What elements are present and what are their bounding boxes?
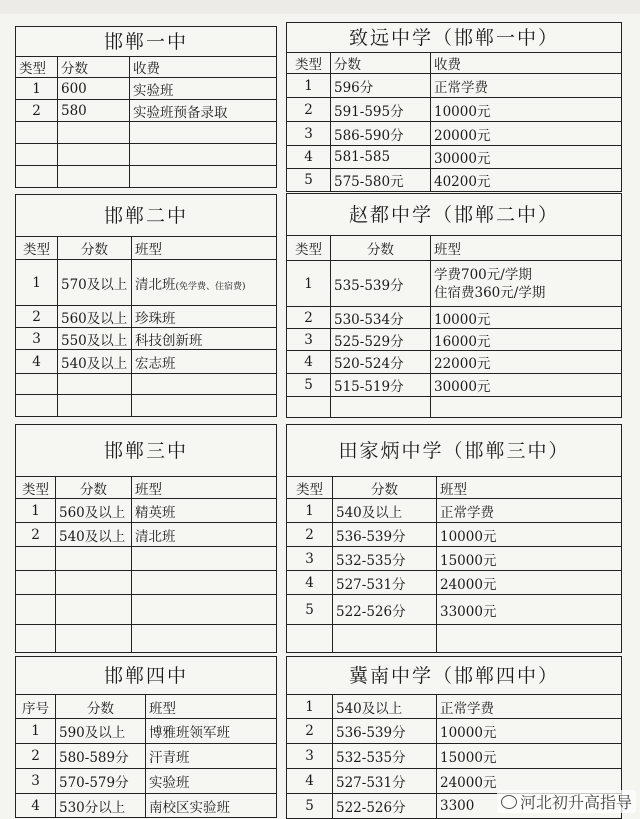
cell-score: 560及以上 [56,499,132,523]
header-score: 分数 [331,53,431,74]
score-table [15,694,277,818]
cell-fee: 正常学费 [437,695,622,719]
cell-type: 5 [287,595,333,625]
cell-class-name: 清北班 [135,276,176,293]
cell-class: 珍珠班 [132,306,277,328]
cell-type: 3 [287,329,331,351]
header-type: 类型 [287,236,331,261]
cell-type: 1 [287,695,333,719]
table-header-row [287,236,622,261]
header-class: 班型 [146,695,277,719]
cell-score: 536-539分 [333,719,437,744]
cell-index: 4 [16,794,56,818]
cell-fee: 15000元 [437,547,622,571]
panel-title: 邯郸一中 [15,26,277,56]
cell-type: 2 [287,719,333,744]
cell-class: 实验班 [130,78,277,100]
cell-fee: 3300 [437,794,622,819]
table-row [16,144,277,166]
cell-score: 560及以上 [58,306,132,328]
table-row [287,122,622,146]
cell-score: 540及以上 [58,350,132,374]
table-row [16,625,277,653]
panel-handan-3 [15,424,277,653]
cell-fee: 10000元 [431,98,622,122]
cell-type: 3 [287,547,333,571]
cell-fee: 10000元 [437,719,622,744]
cell-type: 1 [287,261,331,307]
table-header-row [16,695,277,719]
cell-type: 1 [16,499,56,523]
cell-index: 2 [16,744,56,769]
cell-score: 527-531分 [333,571,437,595]
table-row [16,166,277,188]
panel-zhaodu [286,193,622,418]
table-row [16,306,277,328]
header-class: 班型 [132,477,277,499]
table-row [16,100,277,122]
header-type: 类型 [16,477,56,499]
cell-score: 591-595分 [331,98,431,122]
cell-score: 580-589分 [56,744,146,769]
table-header-row [16,57,277,78]
cell-type: 4 [287,571,333,595]
cell-score: 586-590分 [331,122,431,146]
table-row [16,395,277,417]
cell-class: 宏志班 [132,350,277,374]
cell-fee: 24000元 [437,769,622,794]
cell-type: 3 [16,328,58,350]
table-row [287,744,622,769]
cell-type: 3 [287,744,333,769]
cell-type: 2 [16,100,58,122]
cell-score: 532-535分 [333,547,437,571]
table-row [16,744,277,769]
table-row [16,794,277,818]
cell-type: 5 [287,794,333,819]
score-table [15,236,277,417]
cell-score: 570-579分 [56,769,146,794]
cell-type: 4 [287,769,333,794]
cell-class: 博雅班领军班 [146,719,277,744]
cell-fee: 40200元 [431,169,622,192]
header-score: 分数 [58,237,132,260]
header-type: 类型 [287,53,331,74]
cell-score: 535-539分 [331,261,431,307]
header-fee: 收费 [431,53,622,74]
panel-title: 邯郸三中 [15,424,277,476]
header-class: 班型 [132,237,277,260]
cell-score: 515-519分 [331,374,431,397]
cell-score: 550及以上 [58,328,132,350]
cell-fee: 30000元 [431,146,622,169]
cell-type: 1 [16,260,58,306]
cell-fee: 10000元 [437,523,622,547]
table-row [16,374,277,395]
table-header-row [287,53,622,74]
panel-handan-4 [15,656,277,818]
cell-type: 2 [16,523,56,547]
table-row [287,307,622,329]
cell-note: (免学费、住宿费) [175,281,246,292]
cell-class: 精英班 [132,499,277,523]
cell-class: 清北班 [132,523,277,547]
cell-fee: 30000元 [431,374,622,397]
table-header-row [287,477,622,499]
header-class: 班型 [437,477,622,499]
cell-type: 2 [16,306,58,328]
table-row [16,328,277,350]
cell-fee [431,261,622,307]
cell-class: 实验班预备录取 [130,100,277,122]
top-strip [0,0,640,14]
table-row [287,169,622,192]
cell-score: 590及以上 [56,719,146,744]
table-row [287,98,622,122]
watermark [497,790,636,813]
cell-fee: 33000元 [437,595,622,625]
table-row [16,769,277,794]
table-row [287,397,622,418]
panel-zhiyuan [286,22,622,192]
cell-class [132,260,277,306]
cell-fee-lodging: 住宿费360元/学期 [434,284,546,301]
table-row [287,329,622,351]
cell-score: 527-531分 [333,769,437,794]
cell-score: 530分以上 [56,794,146,818]
table-row [16,595,277,625]
watermark-text: 河北初升高指导 [519,793,632,812]
cell-type: 5 [287,374,331,397]
table-header-row [16,477,277,499]
panel-title: 致远中学（邯郸一中） [286,22,622,52]
score-table [15,56,277,188]
table-row [16,122,277,144]
cell-score: 540及以上 [333,695,437,719]
table-row [287,595,622,625]
table-row [16,571,277,595]
cell-fee: 15000元 [437,744,622,769]
wechat-icon [501,795,517,809]
table-header-row [16,237,277,260]
table-row [16,260,277,306]
cell-class: 科技创新班 [132,328,277,350]
cell-score: 570及以上 [58,260,132,306]
cell-score: 581-585 [331,146,431,169]
cell-type: 1 [287,74,331,98]
header-index: 序号 [16,695,56,719]
panel-title: 邯郸二中 [15,194,277,236]
cell-class: 汗青班 [146,744,277,769]
table-row [287,261,622,307]
cell-score: 530-534分 [331,307,431,329]
score-table [286,235,622,418]
cell-type: 2 [287,307,331,329]
cell-type: 2 [287,523,333,547]
panel-title: 邯郸四中 [15,656,277,694]
header-class: 班型 [431,236,622,261]
panel-title: 冀南中学（邯郸四中） [286,656,622,694]
table-row [16,547,277,571]
cell-score: 540及以上 [333,499,437,523]
table-row [287,719,622,744]
panel-handan-1 [15,26,277,188]
cell-score: 520-524分 [331,351,431,374]
cell-class: 南校区实验班 [146,794,277,818]
cell-score: 532-535分 [333,744,437,769]
table-row [287,695,622,719]
header-score: 分数 [333,477,437,499]
cell-type: 5 [287,169,331,192]
header-type: 类型 [16,57,58,78]
panel-handan-2 [15,194,277,417]
table-row [287,74,622,98]
header-type: 类型 [287,477,333,499]
cell-score: 525-529分 [331,329,431,351]
cell-type: 4 [287,146,331,169]
table-row [287,374,622,397]
header-score: 分数 [58,57,130,78]
cell-fee: 22000元 [431,351,622,374]
panel-title: 赵都中学（邯郸二中） [286,193,622,235]
cell-score: 522-526分 [333,595,437,625]
cell-fee: 正常学费 [437,499,622,523]
panel-tianjiabing [286,424,622,653]
cell-score: 600 [58,78,130,100]
panel-title: 田家炳中学（邯郸三中） [286,424,622,476]
cell-index: 3 [16,769,56,794]
header-score: 分数 [331,236,431,261]
cell-fee: 16000元 [431,329,622,351]
cell-type: 3 [287,122,331,146]
table-row [16,499,277,523]
cell-type: 4 [16,350,58,374]
cell-fee: 24000元 [437,571,622,595]
cell-type: 1 [16,78,58,100]
cell-score: 575-580元 [331,169,431,192]
cell-fee: 10000元 [431,307,622,329]
cell-fee: 正常学费 [431,74,622,98]
cell-fee: 20000元 [431,122,622,146]
cell-type: 4 [287,351,331,374]
table-row [287,571,622,595]
table-row [287,523,622,547]
score-table [286,476,622,653]
cell-type: 1 [287,499,333,523]
cell-class: 实验班 [146,769,277,794]
table-row [287,146,622,169]
cell-score: 596分 [331,74,431,98]
score-table [286,52,622,192]
cell-score: 536-539分 [333,523,437,547]
header-type: 类型 [16,237,58,260]
score-table [15,476,277,653]
table-row [16,78,277,100]
table-row [16,350,277,374]
cell-score: 522-526分 [333,794,437,819]
header-score: 分数 [56,477,132,499]
table-row [287,351,622,374]
header-score: 分数 [56,695,146,719]
cell-fee-tuition: 学费700元/学期 [434,266,532,283]
table-row [287,547,622,571]
cell-index: 1 [16,719,56,744]
table-row [287,625,622,653]
table-row [16,719,277,744]
table-row [16,523,277,547]
header-fee: 收费 [130,57,277,78]
cell-score: 580 [58,100,130,122]
cell-type: 2 [287,98,331,122]
cell-score: 540及以上 [56,523,132,547]
table-row [287,499,622,523]
